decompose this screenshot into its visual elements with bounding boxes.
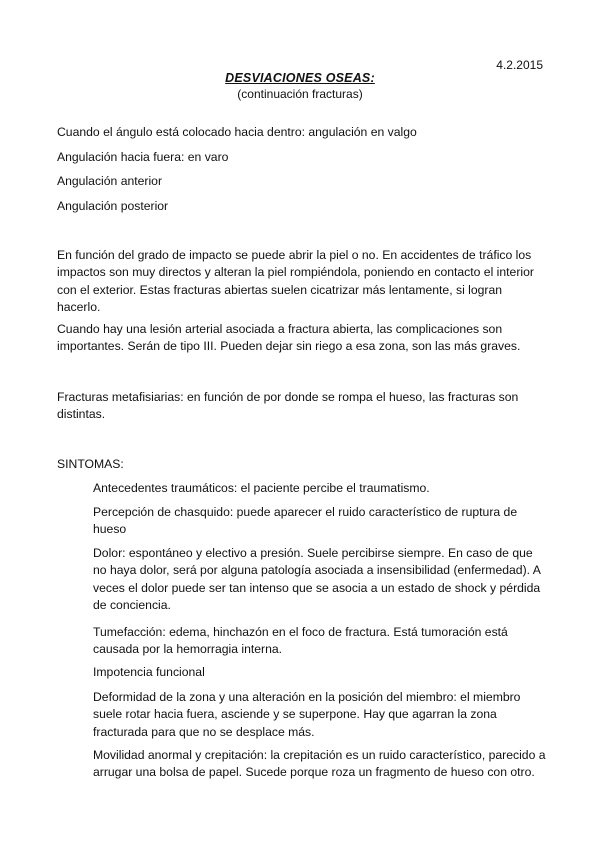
symptom-item: Percepción de chasquido: puede aparecer el ruido característico de ruptura de hueso	[93, 505, 518, 537]
symptom-item: Movilidad anormal y crepitación: la crepitación es un ruido característico, parecido a arrugar una bolsa de papel. Sucede porque roza un fragmento de hueso con otro.	[93, 748, 546, 780]
angulation-varo: Angulación hacia fuera: en varo	[57, 150, 229, 164]
symptom-item: Deformidad de la zona y una alteración en la posición del miembro: el miembro suele rotar hacia fuera, asciende y se superpone. Hay que agarran la zona fracturada para que no se desplace más.	[93, 690, 521, 739]
impact-paragraph: En función del grado de impacto se puede abrir la piel o no. En accidentes de tráfico los impactos son muy directos y alteran la piel rompiéndola, poniendo en contacto el interior con el exterior. Estas fracturas abiertas suelen cicatrizar más lentamente, si logran hacerlo.	[57, 248, 534, 314]
symptoms-heading: SINTOMAS:	[57, 457, 124, 471]
arterial-paragraph: Cuando hay una lesión arterial asociada a fractura abierta, las complicaciones son importantes. Serán de tipo III. Pueden dejar sin riego a esa zona, son las más graves.	[57, 322, 521, 354]
symptom-item: Antecedentes traumáticos: el paciente percibe el traumatismo.	[93, 481, 430, 495]
symptom-item: Tumefacción: edema, hinchazón en el foco de fractura. Está tumoración está causada por la hemorragia interna.	[93, 625, 508, 657]
document-date: 4.2.2015	[496, 58, 543, 72]
symptom-item: Impotencia funcional	[93, 665, 205, 679]
angulation-anterior: Angulación anterior	[57, 174, 163, 188]
document-subtitle: (continuación fracturas)	[237, 87, 363, 101]
metaphyseal-paragraph: Fracturas metafisiarias: en función de por donde se rompa el hueso, las fracturas son distintas.	[57, 390, 519, 422]
document-title: DESVIACIONES OSEAS:	[225, 71, 375, 85]
angulation-posterior: Angulación posterior	[57, 199, 169, 213]
angulation-valgo: Cuando el ángulo está colocado hacia dentro: angulación en valgo	[57, 125, 417, 139]
symptom-item: Dolor: espontáneo y electivo a presión. Suele percibirse siempre. En caso de que no haya dolor, será por alguna patología asociada a insensibilidad (enfermedad). A veces el dolor puede ser tan intenso que se asocia a un estado de shock y pérdida de conciencia.	[93, 546, 541, 612]
